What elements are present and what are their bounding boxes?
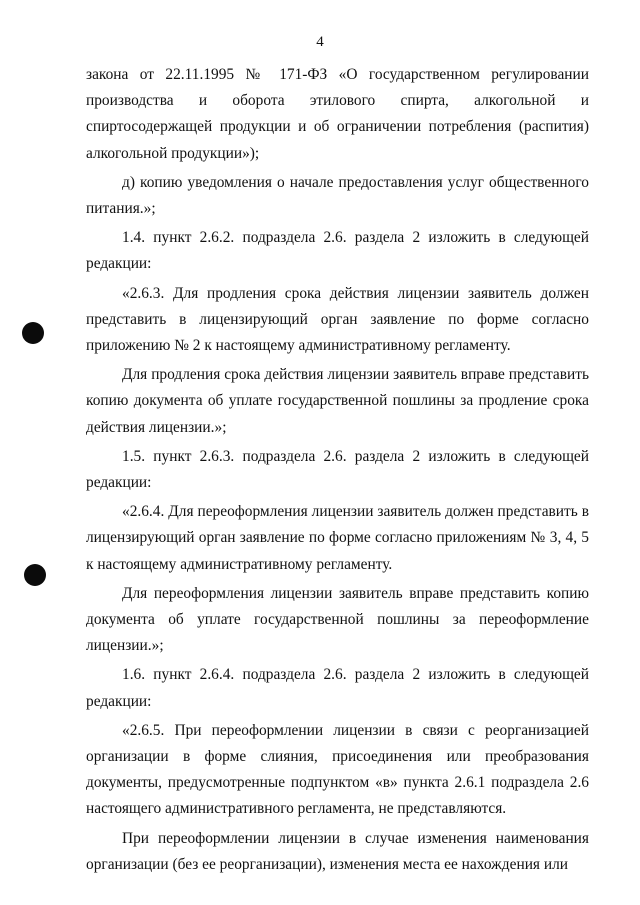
paragraph: Для переоформления лицензии заявитель вправе представить копию документа об уплате государственной пошлины за переоформление лицензии.»; — [86, 584, 589, 655]
punch-hole-mark — [22, 322, 44, 344]
paragraph: закона от 22.11.1995 № 171-ФЗ «О государственном регулировании производства и оборота этилового спирта, алкогольной и спиртосодержащей продукции и об ограничении потребления (распития) алкогольной продукции»); — [86, 66, 589, 162]
paragraph: «2.6.5. При переоформлении лицензии в связи с реорганизацией организации в форме слияния, присоединения или преобразования документы, предусмотренные подпунктом «в» пункта 2.6.1 подраздела 2.6 настоящего административного регламента, не представляются. — [86, 721, 589, 818]
paragraph: При переоформлении лицензии в случае изменения наименования организации (без ее реорганизации), изменения места ее нахождения или — [86, 829, 589, 873]
paragraph: «2.6.3. Для продления срока действия лицензии заявитель должен представить в лицензирующий орган заявление по форме согласно приложению № 2 к настоящему административному регламенту. — [86, 284, 589, 355]
paragraph: 1.6. пункт 2.6.4. подраздела 2.6. раздела 2 изложить в следующей редакции: — [86, 666, 589, 710]
document-body — [86, 62, 589, 878]
paragraph: д) копию уведомления о начале предоставления услуг общественного питания.»; — [86, 173, 589, 218]
paragraph: Для продления срока действия лицензии заявитель вправе представить копию документа об уплате государственной пошлины за продление срока действия лицензии.»; — [86, 366, 589, 436]
page-number: 4 — [316, 34, 324, 50]
paragraph: «2.6.4. Для переоформления лицензии заявитель должен представить в лицензирующий орган заявление по форме согласно приложениям № 3, 4, 5 к настоящему административному регламенту. — [86, 503, 589, 573]
paragraph: 1.5. пункт 2.6.3. подраздела 2.6. раздела 2 изложить в следующей редакции: — [86, 447, 589, 492]
punch-hole-mark — [24, 564, 46, 586]
paragraph: 1.4. пункт 2.6.2. подраздела 2.6. раздела 2 изложить в следующей редакции: — [86, 229, 589, 273]
